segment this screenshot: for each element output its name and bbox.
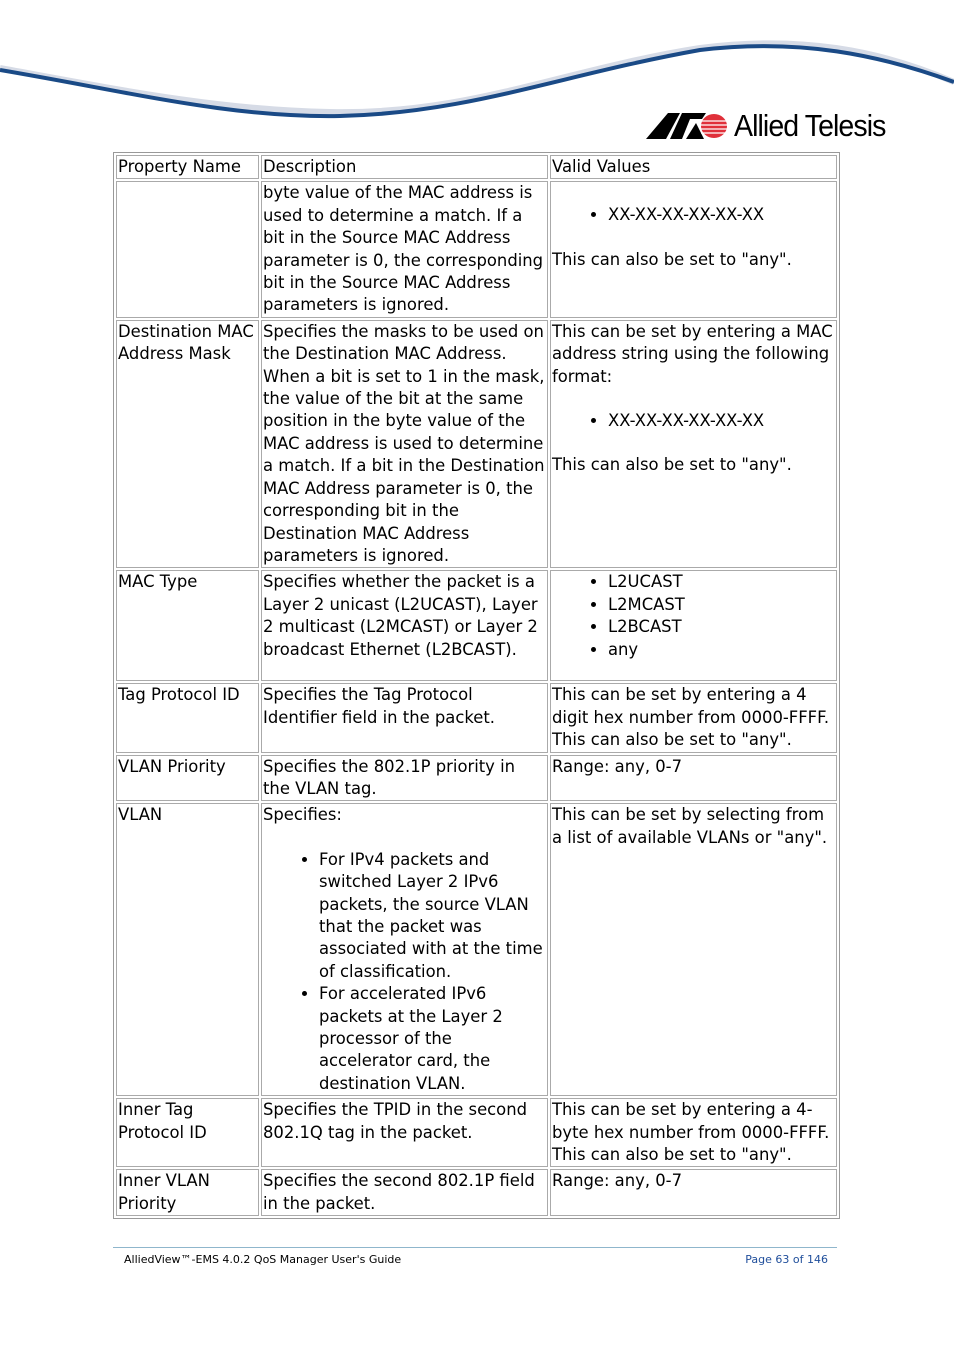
- property-name: Inner Tag Protocol ID: [116, 1098, 259, 1167]
- description-intro: Specifies:: [263, 805, 342, 825]
- description: Specifies whether the packet is a Layer 2 unicast (L2UCAST), Layer 2 multicast (L2MCAST) or Layer 2 broadcast Ethernet (L2BCAST).: [261, 570, 548, 681]
- table-row: [116, 1169, 837, 1216]
- footer-divider: [113, 1247, 837, 1248]
- property-name: Destination MAC Address Mask: [116, 320, 259, 568]
- property-name: Inner VLAN Priority: [116, 1169, 259, 1216]
- description-bullet: • For IPv4 packets and switched Layer 2 IPv6 packets, the source VLAN that the packet was associated with at the time of classification.: [319, 849, 546, 983]
- column-header: Description: [261, 155, 548, 179]
- property-name: [116, 181, 259, 317]
- values-outro: This can also be set to "any".: [552, 730, 792, 750]
- values-intro: This can be set by entering a 4 digit hex number from 0000-FFFF.: [552, 685, 830, 727]
- valid-values: This can be set by selecting from a list of available VLANs or "any".: [550, 803, 837, 1096]
- table-row: [116, 1098, 837, 1167]
- description-bullet: • For accelerated IPv6 packets at the Layer 2 processor of the accelerator card, the destination VLAN.: [319, 983, 546, 1095]
- description: Specifies the second 802.1P field in the packet.: [261, 1169, 548, 1216]
- description: Specifies the masks to be used on the Destination MAC Address. When a bit is set to 1 in the mask, the value of the bit at the same position in the byte value of the MAC address is used to determine a match. If a bit in the Destination MAC Address parameter is 0, the corresponding bit in the Destination MAC Address parameters is ignored.: [261, 320, 548, 568]
- table-row: [116, 181, 837, 317]
- footer-document-title: AlliedView™-EMS 4.0.2 QoS Manager User's Guide: [124, 1253, 402, 1266]
- value-bullet: • L2BCAST: [608, 616, 835, 638]
- values-outro: This can also be set to "any".: [552, 455, 792, 475]
- value-bullet: • XX-XX-XX-XX-XX-XX: [608, 410, 835, 432]
- table-row: [116, 570, 837, 681]
- column-header: Property Name: [116, 155, 259, 179]
- table-row: [116, 683, 837, 752]
- value-bullet: • any: [608, 639, 835, 661]
- valid-values: [550, 320, 837, 568]
- property-name: Tag Protocol ID: [116, 683, 259, 752]
- table-row: [116, 803, 837, 1096]
- valid-values: [550, 181, 837, 317]
- description: byte value of the MAC address is used to determine a match. If a bit in the Source MAC Address parameter is 0, the corresponding bit in the Source MAC Address parameters is ignored.: [261, 181, 548, 317]
- property-name: VLAN: [116, 803, 259, 1096]
- properties-table: [113, 152, 840, 1219]
- description: [261, 803, 548, 1096]
- property-name: VLAN Priority: [116, 755, 259, 802]
- valid-values: Range: any, 0-7: [550, 755, 837, 802]
- value-bullet: • L2UCAST: [608, 571, 835, 593]
- valid-values: Range: any, 0-7: [550, 1169, 837, 1216]
- table-row: [116, 755, 837, 802]
- property-name: MAC Type: [116, 570, 259, 681]
- description: Specifies the Tag Protocol Identifier field in the packet.: [261, 683, 548, 752]
- values-outro: This can also be set to "any".: [552, 249, 792, 269]
- table-row: [116, 320, 837, 568]
- values-outro: This can also be set to "any".: [552, 1145, 792, 1165]
- description: Specifies the 802.1P priority in the VLAN tag.: [261, 755, 548, 802]
- description: Specifies the TPID in the second 802.1Q tag in the packet.: [261, 1098, 548, 1167]
- values-intro: This can be set by entering a 4-byte hex number from 0000-FFFF.: [552, 1100, 830, 1142]
- value-bullet: • XX-XX-XX-XX-XX-XX: [608, 204, 835, 226]
- column-header: Valid Values: [550, 155, 837, 179]
- logo-text: Allied Telesis: [734, 108, 886, 143]
- value-bullet: • L2MCAST: [608, 594, 835, 616]
- valid-values: [550, 570, 837, 681]
- valid-values: [550, 683, 837, 752]
- values-intro: This can be set by entering a MAC address string using the following format:: [552, 321, 833, 386]
- valid-values: [550, 1098, 837, 1167]
- footer-page-number: Page 63 of 146: [745, 1253, 828, 1266]
- table-header-row: [116, 155, 837, 179]
- logo-mark-icon: [646, 113, 728, 139]
- allied-telesis-logo: [646, 108, 899, 144]
